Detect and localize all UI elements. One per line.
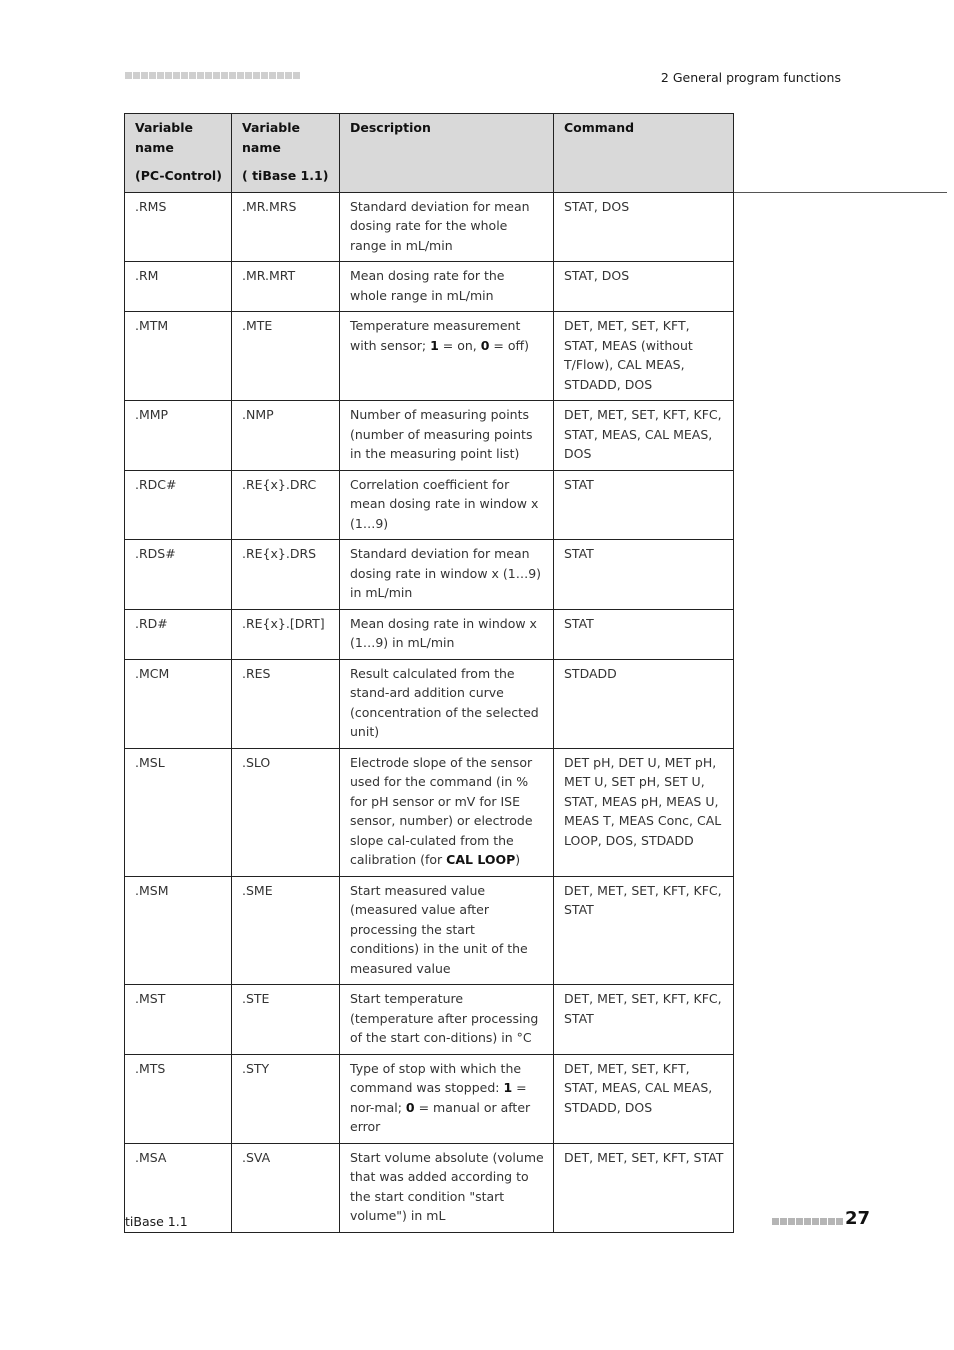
footer-decoration-dots bbox=[772, 1218, 843, 1225]
cell-command: DET pH, DET U, MET pH, MET U, SET pH, SET U, STAT, MEAS pH, MEAS U, MEAS T, MEAS Conc, CAL LOOP, DOS, STDADD bbox=[554, 748, 734, 876]
column-header-label: Description bbox=[350, 120, 431, 135]
cell-pc-variable: .MST bbox=[125, 985, 232, 1055]
table-row bbox=[125, 192, 734, 262]
cell-pc-variable: .RD# bbox=[125, 609, 232, 659]
cell-tibase-variable: .SLO bbox=[232, 748, 340, 876]
column-header-description bbox=[340, 114, 554, 193]
table-row bbox=[125, 540, 734, 610]
cell-pc-variable: .RDC# bbox=[125, 470, 232, 540]
cell-tibase-variable: .MTE bbox=[232, 312, 340, 401]
cell-tibase-variable: .NMP bbox=[232, 401, 340, 471]
cell-description: Standard deviation for mean dosing rate in window x (1…9) in mL/min bbox=[340, 540, 554, 610]
table-header-row bbox=[125, 114, 734, 193]
cell-description: Standard deviation for mean dosing rate for the whole range in mL/min bbox=[340, 192, 554, 262]
column-header-label: Variable name bbox=[242, 120, 301, 155]
cell-description: Result calculated from the stand-ard addition curve (concentration of the selected unit) bbox=[340, 659, 554, 748]
cell-command: STDADD bbox=[554, 659, 734, 748]
cell-tibase-variable: .SVA bbox=[232, 1143, 340, 1232]
cell-pc-variable: .RMS bbox=[125, 192, 232, 262]
cell-tibase-variable: .RE{x}.DRS bbox=[232, 540, 340, 610]
column-header-pc-control bbox=[125, 114, 232, 193]
cell-pc-variable: .MCM bbox=[125, 659, 232, 748]
cell-command: DET, MET, SET, KFT, STAT, MEAS, CAL MEAS, STDADD, DOS bbox=[554, 1054, 734, 1143]
cell-tibase-variable: .RE{x}.DRC bbox=[232, 470, 340, 540]
cell-description: Start volume absolute (volume that was added according to the start condition "start volume") in mL bbox=[340, 1143, 554, 1232]
column-header-sublabel: ( tiBase 1.1) bbox=[242, 168, 329, 183]
cell-description: Mean dosing rate for the whole range in mL/min bbox=[340, 262, 554, 312]
cell-tibase-variable: .RE{x}.[DRT] bbox=[232, 609, 340, 659]
cell-pc-variable: .MTM bbox=[125, 312, 232, 401]
cell-description: Correlation coefficient for mean dosing rate in window x (1…9) bbox=[340, 470, 554, 540]
header-decoration-dots bbox=[125, 72, 300, 79]
cell-description: Start measured value (measured value after processing the start conditions) in the unit of the measured value bbox=[340, 876, 554, 985]
cell-pc-variable: .MTS bbox=[125, 1054, 232, 1143]
cell-description: Start temperature (temperature after processing of the start con-ditions) in °C bbox=[340, 985, 554, 1055]
table-row bbox=[125, 659, 734, 748]
footer-product: tiBase 1.1 bbox=[125, 1214, 188, 1229]
cell-tibase-variable: .STE bbox=[232, 985, 340, 1055]
cell-pc-variable: .RM bbox=[125, 262, 232, 312]
table-row bbox=[125, 312, 734, 401]
cell-tibase-variable: .STY bbox=[232, 1054, 340, 1143]
cell-pc-variable: .MSA bbox=[125, 1143, 232, 1232]
cell-command: STAT bbox=[554, 540, 734, 610]
cell-command: DET, MET, SET, KFT, STAT, MEAS (without T/Flow), CAL MEAS, STDADD, DOS bbox=[554, 312, 734, 401]
cell-description: Temperature measurement with sensor; 1 = on, 0 = off) bbox=[340, 312, 554, 401]
page-number: 27 bbox=[845, 1208, 871, 1229]
table-row bbox=[125, 401, 734, 471]
cell-pc-variable: .MMP bbox=[125, 401, 232, 471]
column-header-sublabel: (PC-Control) bbox=[135, 168, 222, 183]
cell-description: Number of measuring points (number of measuring points in the measuring point list) bbox=[340, 401, 554, 471]
table-row bbox=[125, 1143, 734, 1232]
table-row bbox=[125, 985, 734, 1055]
cell-tibase-variable: .MR.MRS bbox=[232, 192, 340, 262]
column-header-label: Command bbox=[564, 120, 635, 135]
cell-command: DET, MET, SET, KFT, KFC, STAT bbox=[554, 876, 734, 985]
table-row bbox=[125, 876, 734, 985]
table-row bbox=[125, 748, 734, 876]
cell-tibase-variable: .MR.MRT bbox=[232, 262, 340, 312]
cell-command: STAT, DOS bbox=[554, 192, 734, 262]
table-row bbox=[125, 609, 734, 659]
column-header-label: Variable name bbox=[135, 120, 194, 155]
cell-pc-variable: .RDS# bbox=[125, 540, 232, 610]
cell-tibase-variable: .RES bbox=[232, 659, 340, 748]
table-row bbox=[125, 1054, 734, 1143]
cell-description: Mean dosing rate in window x (1…9) in mL/min bbox=[340, 609, 554, 659]
cell-command: STAT, DOS bbox=[554, 262, 734, 312]
cell-command: STAT bbox=[554, 609, 734, 659]
cell-tibase-variable: .SME bbox=[232, 876, 340, 985]
cell-pc-variable: .MSL bbox=[125, 748, 232, 876]
variables-table bbox=[124, 113, 734, 1233]
column-header-tibase bbox=[232, 114, 340, 193]
column-header-command bbox=[554, 114, 734, 193]
cell-command: STAT bbox=[554, 470, 734, 540]
cell-description: Electrode slope of the sensor used for the command (in % for pH sensor or mV for ISE sensor, number) or electrode slope cal-culated from the calibration (for CAL LOOP) bbox=[340, 748, 554, 876]
section-title: 2 General program functions bbox=[660, 70, 841, 85]
cell-command: DET, MET, SET, KFT, KFC, STAT, MEAS, CAL MEAS, DOS bbox=[554, 401, 734, 471]
table-row bbox=[125, 262, 734, 312]
cell-description: Type of stop with which the command was stopped: 1 = nor-mal; 0 = manual or after error bbox=[340, 1054, 554, 1143]
cell-command: DET, MET, SET, KFT, STAT bbox=[554, 1143, 734, 1232]
header-rule bbox=[733, 192, 947, 193]
table-row bbox=[125, 470, 734, 540]
cell-pc-variable: .MSM bbox=[125, 876, 232, 985]
cell-command: DET, MET, SET, KFT, KFC, STAT bbox=[554, 985, 734, 1055]
